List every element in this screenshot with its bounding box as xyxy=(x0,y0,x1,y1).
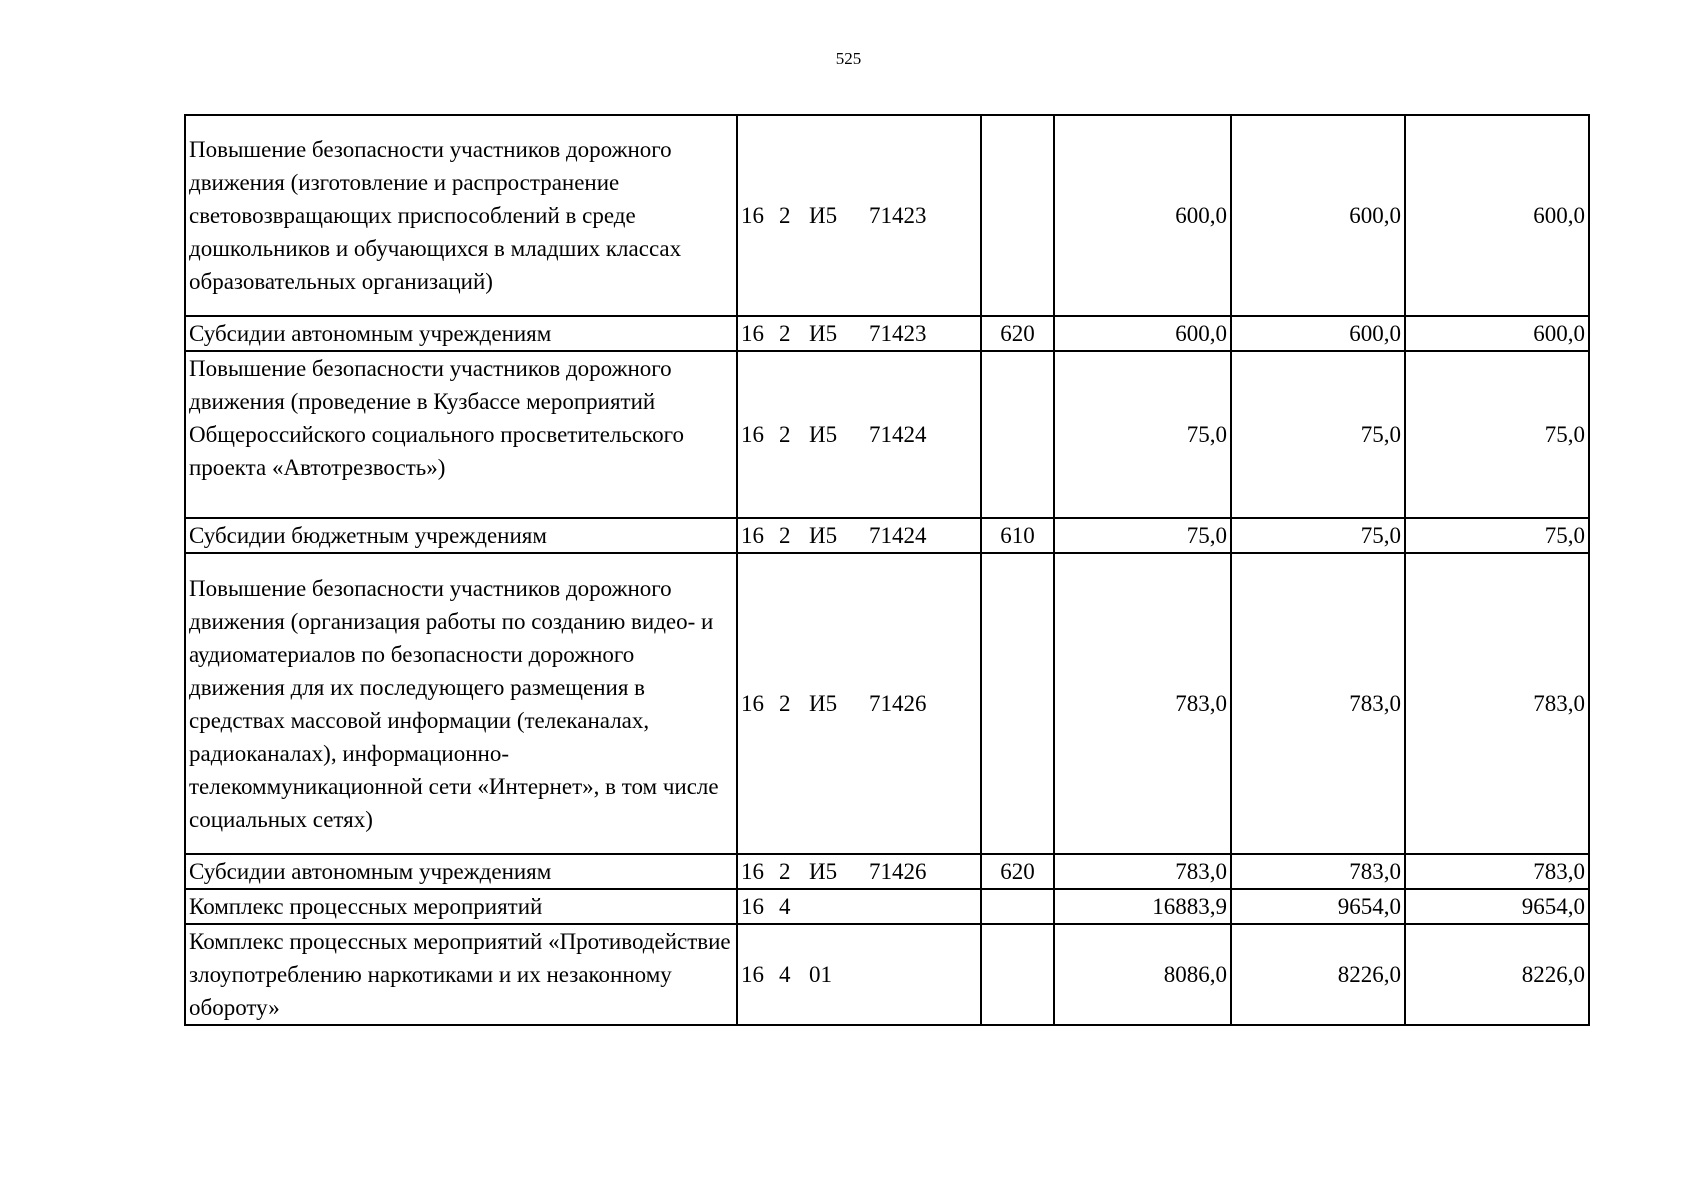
table-row xyxy=(185,889,1589,924)
row-expense-type: 620 xyxy=(981,316,1054,351)
code-subprogram: И5 xyxy=(809,422,838,447)
code-ministry: 16 xyxy=(741,859,764,884)
code-program: 2 xyxy=(779,691,791,716)
code-direction: 71423 xyxy=(869,321,927,346)
row-value-3: 783,0 xyxy=(1405,553,1589,854)
row-value-3: 75,0 xyxy=(1405,518,1589,553)
table-row xyxy=(185,924,1589,1025)
code-ministry: 16 xyxy=(741,962,764,987)
row-name: Повышение безопасности участников дорожного движения (проведение в Кузбассе мероприятий Общероссийского социального просветительского проекта «Автотрезвость») xyxy=(185,351,737,518)
row-value-3: 783,0 xyxy=(1405,854,1589,889)
row-expense-type xyxy=(981,889,1054,924)
row-value-3: 75,0 xyxy=(1405,351,1589,518)
code-program: 2 xyxy=(779,203,791,228)
code-ministry: 16 xyxy=(741,422,764,447)
code-subprogram: И5 xyxy=(809,523,838,548)
code-ministry: 16 xyxy=(741,321,764,346)
row-value-1: 600,0 xyxy=(1054,115,1231,316)
code-ministry: 16 xyxy=(741,894,764,919)
row-name: Субсидии бюджетным учреждениям xyxy=(185,518,737,553)
row-expense-type: 610 xyxy=(981,518,1054,553)
code-subprogram: И5 xyxy=(809,859,838,884)
code-program: 2 xyxy=(779,859,791,884)
page-number: 525 xyxy=(835,49,862,68)
row-value-1: 8086,0 xyxy=(1054,924,1231,1025)
code-program: 2 xyxy=(779,422,791,447)
code-program: 4 xyxy=(779,894,791,919)
row-value-2: 783,0 xyxy=(1231,854,1405,889)
row-name: Комплекс процессных мероприятий «Противодействие злоупотреблению наркотиками и их незаконному обороту» xyxy=(185,924,737,1025)
code-direction: 71423 xyxy=(869,203,927,228)
row-value-3: 9654,0 xyxy=(1405,889,1589,924)
row-value-3: 600,0 xyxy=(1405,316,1589,351)
row-value-2: 783,0 xyxy=(1231,553,1405,854)
code-subprogram: И5 xyxy=(809,203,838,228)
code-direction: 71426 xyxy=(869,859,927,884)
code-direction: 71424 xyxy=(869,422,927,447)
row-code xyxy=(737,316,981,351)
table-row xyxy=(185,351,1589,518)
row-name: Комплекс процессных мероприятий xyxy=(185,889,737,924)
row-code xyxy=(737,351,981,518)
row-code xyxy=(737,518,981,553)
row-value-3: 600,0 xyxy=(1405,115,1589,316)
row-expense-type xyxy=(981,924,1054,1025)
row-value-1: 75,0 xyxy=(1054,518,1231,553)
code-direction: 71424 xyxy=(869,523,927,548)
row-value-2: 75,0 xyxy=(1231,351,1405,518)
row-code xyxy=(737,854,981,889)
table-row xyxy=(185,854,1589,889)
row-code xyxy=(737,889,981,924)
budget-table xyxy=(184,114,1590,1026)
table-row xyxy=(185,115,1589,316)
row-value-2: 75,0 xyxy=(1231,518,1405,553)
code-ministry: 16 xyxy=(741,523,764,548)
row-code xyxy=(737,924,981,1025)
row-expense-type xyxy=(981,553,1054,854)
row-expense-type xyxy=(981,115,1054,316)
code-direction: 71426 xyxy=(869,691,927,716)
row-value-2: 600,0 xyxy=(1231,115,1405,316)
row-expense-type xyxy=(981,351,1054,518)
code-program: 2 xyxy=(779,523,791,548)
table-row xyxy=(185,553,1589,854)
row-value-1: 600,0 xyxy=(1054,316,1231,351)
row-value-1: 783,0 xyxy=(1054,553,1231,854)
code-subprogram: И5 xyxy=(809,321,838,346)
row-value-2: 9654,0 xyxy=(1231,889,1405,924)
row-value-1: 75,0 xyxy=(1054,351,1231,518)
row-value-1: 783,0 xyxy=(1054,854,1231,889)
code-ministry: 16 xyxy=(741,203,764,228)
row-name: Повышение безопасности участников дорожного движения (изготовление и распространение световозвращающих приспособлений в среде дошкольников и обучающихся в младших классах образовательных организаций) xyxy=(185,115,737,316)
code-program: 2 xyxy=(779,321,791,346)
row-value-2: 600,0 xyxy=(1231,316,1405,351)
row-value-2: 8226,0 xyxy=(1231,924,1405,1025)
row-expense-type: 620 xyxy=(981,854,1054,889)
code-ministry: 16 xyxy=(741,691,764,716)
row-name: Субсидии автономным учреждениям xyxy=(185,854,737,889)
table-row xyxy=(185,316,1589,351)
row-value-3: 8226,0 xyxy=(1405,924,1589,1025)
row-name: Повышение безопасности участников дорожного движения (организация работы по созданию видео- и аудиоматериалов по безопасности дорожного движения для их последующего размещения в средствах массовой информации (телеканалах, радиоканалах), информационно-телекоммуникационной сети «Интернет», в том числе социальных сетях) xyxy=(185,553,737,854)
code-subprogram: 01 xyxy=(809,962,832,987)
code-program: 4 xyxy=(779,962,791,987)
row-code xyxy=(737,553,981,854)
row-code xyxy=(737,115,981,316)
row-name: Субсидии автономным учреждениям xyxy=(185,316,737,351)
table-row xyxy=(185,518,1589,553)
row-value-1: 16883,9 xyxy=(1054,889,1231,924)
code-subprogram: И5 xyxy=(809,691,838,716)
